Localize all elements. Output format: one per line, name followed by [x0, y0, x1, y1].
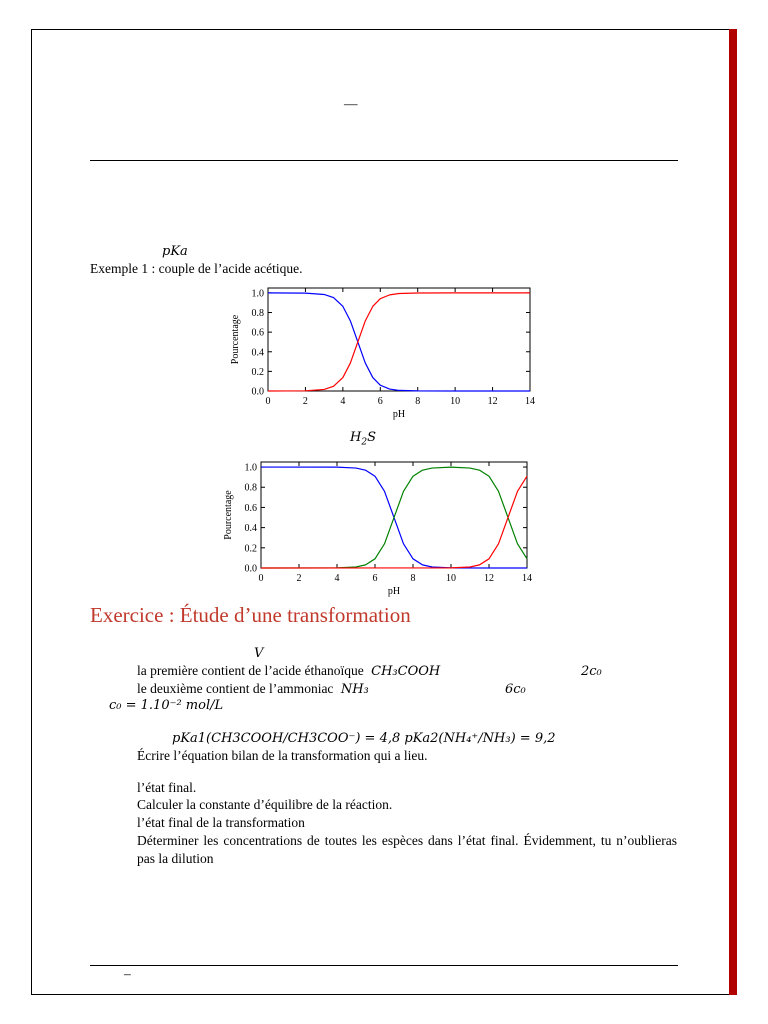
series-line-1 [261, 467, 527, 568]
plot-frame [268, 288, 530, 391]
chart-acetic-acid [222, 282, 542, 420]
y-tick-label: 0.2 [244, 543, 257, 555]
question-5: Déterminer les concentrations de toutes les espèces dans l’état final. Évidemment, tu n’oublieras pas la dilution [137, 833, 677, 866]
exercise-line1 [137, 663, 440, 679]
y-tick-label: 1.0 [251, 288, 264, 300]
x-tick-label: 2 [296, 573, 302, 584]
x-tick-label: 10 [446, 573, 456, 584]
x-tick-label: 0 [265, 396, 271, 407]
plot-frame [261, 462, 527, 568]
line2-concentration: 6c₀ [505, 682, 526, 697]
line1-concentration: 2c₀ [581, 664, 602, 679]
x-tick-label: 14 [525, 396, 535, 407]
y-tick-label: 0.0 [251, 386, 264, 398]
line2-formula: NH₃ [340, 682, 369, 697]
question-3: Calculer la constante d’équilibre de la réaction. [137, 797, 393, 812]
y-tick-label: 0.8 [251, 308, 264, 320]
x-axis-label: pH [387, 586, 401, 597]
x-tick-label: 8 [410, 573, 416, 584]
y-axis-label: Pourcentage [230, 314, 241, 365]
h2s-letter: H [350, 430, 362, 445]
question-4: l’état final de la transformation [137, 815, 305, 830]
x-tick-label: 0 [258, 573, 264, 584]
x-tick-label: 2 [302, 396, 308, 407]
line1-formula: CH₃COOH [371, 664, 441, 679]
x-tick-label: 14 [522, 573, 532, 584]
series-line-1 [268, 293, 530, 391]
volume-symbol: V [254, 646, 264, 661]
series-line-0 [268, 293, 530, 391]
line2-text: le deuxième contient de l’ammoniac [137, 681, 334, 696]
h2s-subscript: 2 [361, 437, 368, 448]
exercise-line2 [137, 681, 369, 697]
y-axis-label: Pourcentage [223, 490, 234, 540]
x-axis-label: pH [392, 409, 406, 420]
x-tick-label: 8 [415, 396, 421, 407]
x-tick-label: 12 [484, 573, 494, 584]
pka-values: pKa1(CH3COOH/CH3COO⁻) = 4,8 pKa2(NH₄⁺/NH₃) = 9,2 [172, 731, 556, 746]
y-tick-label: 0.8 [244, 482, 257, 494]
x-tick-label: 6 [377, 396, 383, 407]
footer-dash: – [124, 966, 131, 981]
question-2: l’état final. [137, 780, 197, 795]
header-dash: — [344, 96, 358, 111]
page-edge-marker [729, 29, 737, 995]
x-tick-label: 12 [487, 396, 498, 407]
chart-h2s [215, 455, 535, 597]
x-tick-label: 4 [340, 396, 346, 407]
y-tick-label: 0.6 [244, 502, 257, 514]
header-rule [90, 160, 678, 161]
y-tick-label: 0.6 [251, 327, 264, 339]
y-tick-label: 0.0 [244, 563, 257, 575]
series-line-2 [261, 476, 527, 568]
x-tick-label: 6 [372, 573, 378, 584]
c0-definition: c₀ = 1.10⁻² mol/L [109, 698, 224, 713]
question-1: Écrire l’équation bilan de la transformation qui a lieu. [137, 748, 428, 763]
y-tick-label: 0.4 [251, 347, 264, 359]
x-tick-label: 10 [450, 396, 461, 407]
pka-label: pKa [162, 244, 188, 259]
y-tick-label: 1.0 [244, 462, 257, 474]
y-tick-label: 0.2 [251, 366, 264, 378]
x-tick-label: 4 [334, 573, 340, 584]
example1-text: Exemple 1 : couple de l’acide acétique. [90, 261, 303, 276]
exercise-heading: Exercice : Étude d’une transformation [90, 603, 411, 627]
footer-rule [90, 965, 678, 966]
y-tick-label: 0.4 [244, 523, 257, 535]
line1-text: la première contient de l’acide éthanoïque [137, 663, 364, 678]
h2s-tail: S [367, 430, 376, 445]
h2s-label [350, 430, 376, 448]
